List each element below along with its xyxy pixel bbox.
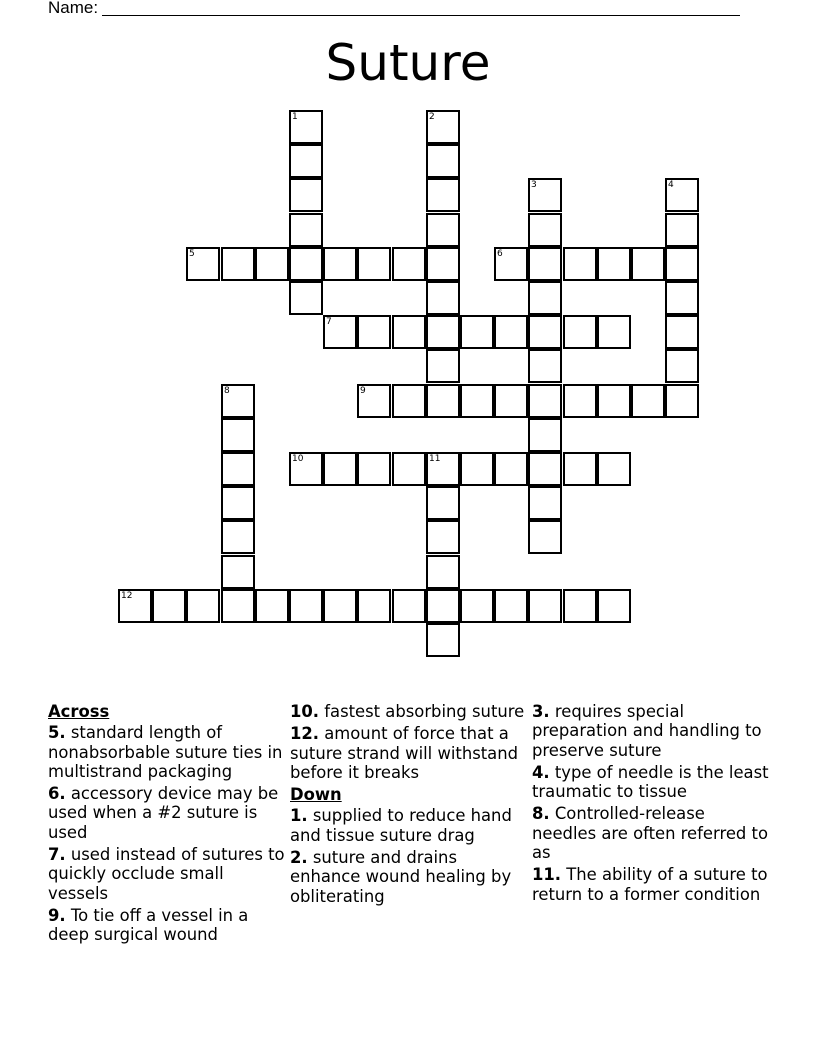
grid-cell[interactable] xyxy=(494,315,528,349)
grid-cell[interactable] xyxy=(289,110,323,144)
grid-cell[interactable] xyxy=(426,349,460,383)
grid-cell[interactable] xyxy=(392,384,426,418)
clues-column-3 xyxy=(532,702,772,907)
grid-cell[interactable] xyxy=(323,247,357,281)
grid-cell[interactable] xyxy=(426,247,460,281)
grid-cell[interactable] xyxy=(221,589,255,623)
grid-cell[interactable] xyxy=(528,281,562,315)
grid-cell[interactable] xyxy=(289,144,323,178)
grid-cell[interactable] xyxy=(152,589,186,623)
grid-cell[interactable] xyxy=(665,384,699,418)
cell-number: 3 xyxy=(531,180,537,190)
grid-cell[interactable] xyxy=(221,486,255,520)
grid-cell[interactable] xyxy=(528,315,562,349)
grid-cell[interactable] xyxy=(494,384,528,418)
grid-cell[interactable] xyxy=(357,452,391,486)
grid-cell[interactable] xyxy=(255,247,289,281)
clues-column-2 xyxy=(290,702,528,909)
grid-cell[interactable] xyxy=(221,247,255,281)
grid-cell[interactable] xyxy=(528,418,562,452)
grid-cell[interactable] xyxy=(563,452,597,486)
grid-cell[interactable] xyxy=(528,213,562,247)
grid-cell[interactable] xyxy=(528,520,562,554)
grid-cell[interactable] xyxy=(221,520,255,554)
cell-number: 12 xyxy=(121,591,133,601)
grid-cell[interactable] xyxy=(528,486,562,520)
grid-cell[interactable] xyxy=(221,452,255,486)
cell-number: 11 xyxy=(429,454,441,464)
grid-cell[interactable] xyxy=(323,589,357,623)
grid-cell[interactable] xyxy=(460,315,494,349)
cell-number: 2 xyxy=(429,112,435,122)
grid-cell[interactable] xyxy=(289,247,323,281)
name-label: Name: xyxy=(48,0,99,17)
grid-cell[interactable] xyxy=(221,384,255,418)
grid-cell[interactable] xyxy=(426,452,460,486)
grid-cell[interactable] xyxy=(426,144,460,178)
grid-cell[interactable] xyxy=(289,178,323,212)
grid-cell[interactable] xyxy=(357,247,391,281)
grid-cell[interactable] xyxy=(563,247,597,281)
grid-cell[interactable] xyxy=(528,349,562,383)
grid-cell[interactable] xyxy=(426,623,460,657)
grid-cell[interactable] xyxy=(118,589,152,623)
grid-cell[interactable] xyxy=(186,589,220,623)
cell-number: 1 xyxy=(292,112,298,122)
grid-cell[interactable] xyxy=(597,247,631,281)
grid-cell[interactable] xyxy=(392,247,426,281)
grid-cell[interactable] xyxy=(597,589,631,623)
grid-cell[interactable] xyxy=(563,315,597,349)
cell-number: 5 xyxy=(189,249,195,259)
grid-cell[interactable] xyxy=(460,589,494,623)
cell-number: 9 xyxy=(360,386,366,396)
grid-cell[interactable] xyxy=(631,384,665,418)
grid-cell[interactable] xyxy=(289,452,323,486)
cell-number: 4 xyxy=(668,180,674,190)
grid-cell[interactable] xyxy=(597,384,631,418)
grid-cell[interactable] xyxy=(494,247,528,281)
grid-cell[interactable] xyxy=(426,213,460,247)
clue-across-5: 5. standard length of nonabsorbable suture ties in multistrand packaging xyxy=(48,723,283,781)
grid-cell[interactable] xyxy=(289,589,323,623)
clue-down-11: 11. The ability of a suture to return to a former condition xyxy=(532,865,768,904)
grid-cell[interactable] xyxy=(357,589,391,623)
cell-number: 7 xyxy=(326,317,332,327)
grid-cell[interactable] xyxy=(323,452,357,486)
grid-cell[interactable] xyxy=(357,315,391,349)
grid-cell[interactable] xyxy=(426,178,460,212)
grid-cell[interactable] xyxy=(392,315,426,349)
grid-cell[interactable] xyxy=(528,178,562,212)
cell-number: 10 xyxy=(292,454,304,464)
grid-cell[interactable] xyxy=(563,589,597,623)
grid-cell[interactable] xyxy=(528,452,562,486)
grid-cell[interactable] xyxy=(665,281,699,315)
cell-number: 8 xyxy=(224,386,230,396)
grid-cell[interactable] xyxy=(426,520,460,554)
clue-down-1: 1. supplied to reduce hand and tissue suture drag xyxy=(290,806,512,845)
grid-cell[interactable] xyxy=(426,110,460,144)
grid-cell[interactable] xyxy=(392,589,426,623)
grid-cell[interactable] xyxy=(221,418,255,452)
grid-cell[interactable] xyxy=(289,213,323,247)
grid-cell[interactable] xyxy=(597,452,631,486)
grid-cell[interactable] xyxy=(255,589,289,623)
clue-down-4: 4. type of needle is the least traumatic to tissue xyxy=(532,762,769,802)
grid-cell[interactable] xyxy=(221,555,255,589)
grid-cell[interactable] xyxy=(460,452,494,486)
grid-cell[interactable] xyxy=(426,315,460,349)
grid-cell[interactable] xyxy=(426,589,460,623)
grid-cell[interactable] xyxy=(631,247,665,281)
clue-down-3: 3. requires special preparation and handling to preserve suture xyxy=(532,702,762,760)
grid-cell[interactable] xyxy=(528,247,562,281)
grid-cell[interactable] xyxy=(186,247,220,281)
grid-cell[interactable] xyxy=(665,315,699,349)
grid-cell[interactable] xyxy=(665,213,699,247)
name-line xyxy=(48,0,740,18)
cell-number: 6 xyxy=(497,249,503,259)
grid-cell[interactable] xyxy=(289,281,323,315)
grid-cell[interactable] xyxy=(426,555,460,589)
grid-cell[interactable] xyxy=(426,281,460,315)
clue-across-9: 9. To tie off a vessel in a deep surgical wound xyxy=(48,905,249,945)
grid-cell[interactable] xyxy=(597,315,631,349)
grid-cell[interactable] xyxy=(494,589,528,623)
grid-cell[interactable] xyxy=(323,315,357,349)
grid-cell[interactable] xyxy=(426,486,460,520)
grid-cell[interactable] xyxy=(357,384,391,418)
name-blank-line[interactable] xyxy=(102,0,740,16)
clue-across-6: 6. accessory device may be used when a #2 suture is used xyxy=(48,784,279,842)
grid-cell[interactable] xyxy=(665,247,699,281)
grid-cell[interactable] xyxy=(494,452,528,486)
clue-across-7: 7. used instead of sutures to quickly occlude small vessels xyxy=(48,845,285,903)
clue-across-12: 12. amount of force that a suture strand will withstand before it breaks xyxy=(290,724,519,782)
puzzle-title: Suture xyxy=(325,34,491,92)
clue-down-2: 2. suture and drains enhance wound healing by obliterating xyxy=(290,848,512,906)
grid-cell[interactable] xyxy=(528,589,562,623)
down-heading: Down xyxy=(290,785,342,805)
clue-down-8: 8. Controlled-release needles are often referred to as xyxy=(532,804,768,863)
grid-cell[interactable] xyxy=(528,384,562,418)
across-heading: Across xyxy=(48,702,110,721)
grid-cell[interactable] xyxy=(563,384,597,418)
grid-cell[interactable] xyxy=(665,178,699,212)
grid-cell[interactable] xyxy=(460,384,494,418)
grid-cell[interactable] xyxy=(665,349,699,383)
grid-cell[interactable] xyxy=(392,452,426,486)
clue-across-10: 10. fastest absorbing suture xyxy=(290,702,525,721)
grid-cell[interactable] xyxy=(426,384,460,418)
clues-column-1 xyxy=(48,702,286,948)
